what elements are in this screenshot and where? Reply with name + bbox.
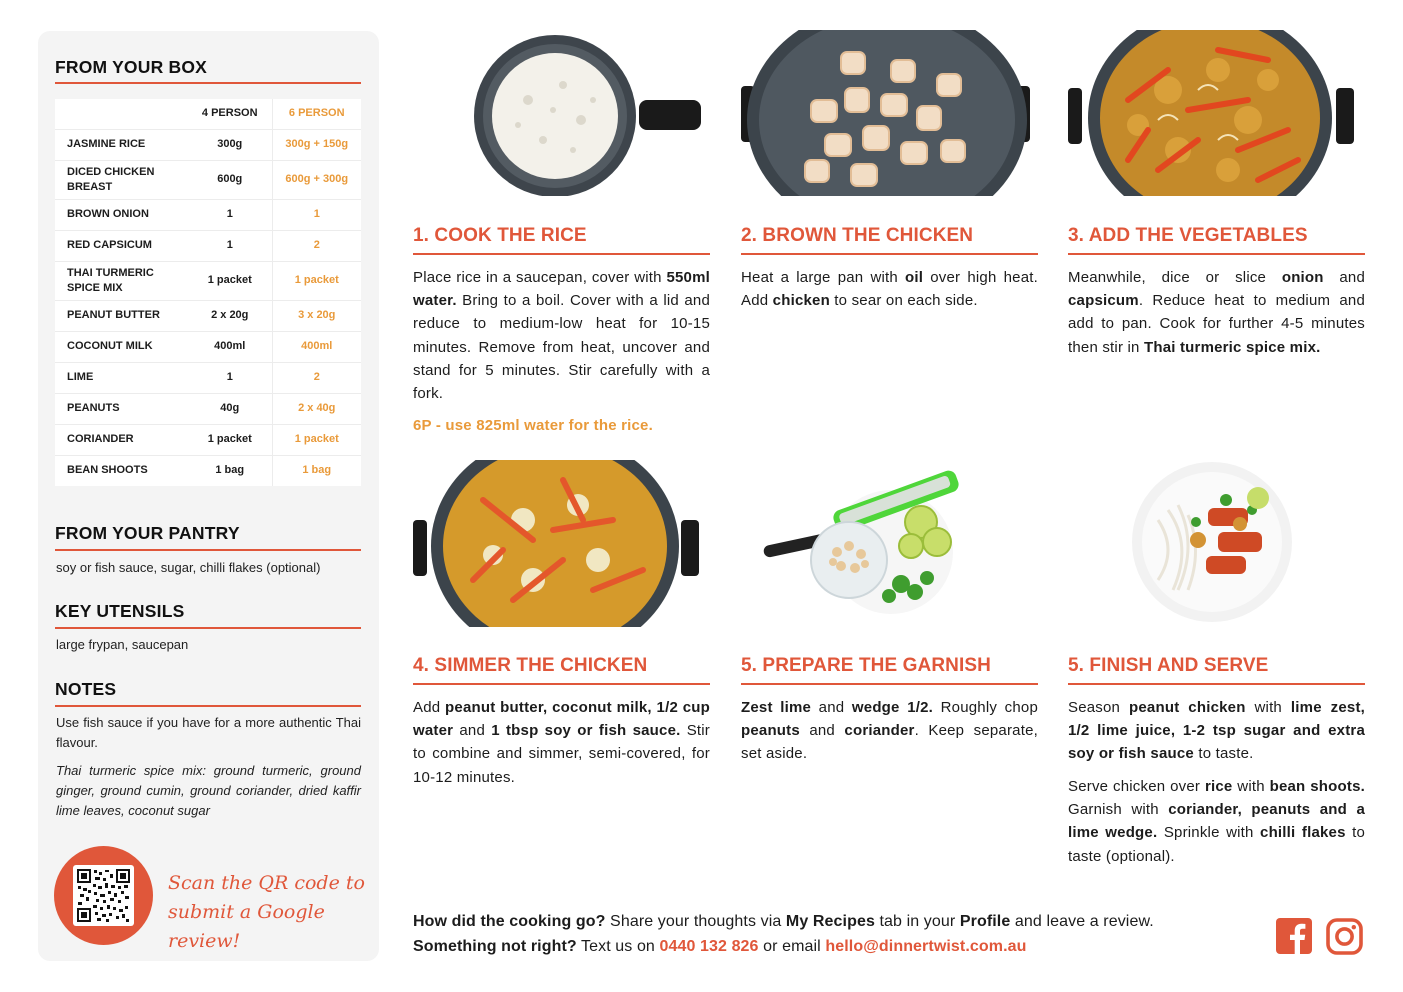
step-3-title: 3. ADD THE VEGETABLES <box>1068 225 1308 246</box>
step-5-text: Zest lime and wedge 1/2. Roughly chop peanuts and coriander. Keep separate, set aside. <box>741 699 1038 763</box>
step-3-text: Meanwhile, dice or slice onion and capsicum. Reduce heat to medium and add to pan. Cook for further 4-5 minutes then stir in Thai turmeric spice mix. <box>1068 269 1366 356</box>
ingredients-sidebar <box>38 31 379 961</box>
step-4-title: 4. SIMMER THE CHICKEN <box>413 655 648 676</box>
step-6-title: 5. FINISH AND SERVE <box>1068 655 1269 676</box>
vegetables-pan-photo <box>1068 30 1365 196</box>
step-4-text: Add peanut butter, coconut milk, 1/2 cup water and 1 tbsp soy or fish sauce. Stir to combine and simmer, semi-covered, for 10-12 minutes. <box>413 699 710 786</box>
table-row: CORIANDER 1 packet 1 packet <box>55 424 361 455</box>
footer-review-line: How did the cooking go? Share your thoughts via My Recipes tab in your Profile and leave a review. <box>413 913 1154 930</box>
step-1-rule <box>413 253 710 255</box>
step-6-rule <box>1068 683 1365 685</box>
pantry-rule <box>55 549 361 551</box>
table-row: LIME 1 2 <box>55 362 361 393</box>
notes-text: Use fish sauce if you have for a more authentic Thai flavour. <box>56 715 361 750</box>
utensils-text: large frypan, saucepan <box>56 637 189 652</box>
step-3-rule <box>1068 253 1365 255</box>
table-row: PEANUTS 40g 2 x 40g <box>55 393 361 424</box>
table-row: PEANUT BUTTER 2 x 20g 3 x 20g <box>55 300 361 331</box>
table-row: THAI TURMERIC SPICE MIX 1 packet 1 packet <box>55 261 361 300</box>
col-6-person: 6 PERSON <box>272 99 361 129</box>
utensils-rule <box>55 627 361 629</box>
step-4-rule <box>413 683 710 685</box>
table-row: DICED CHICKEN BREAST 600g 600g + 300g <box>55 160 361 199</box>
notes-rule <box>55 705 361 707</box>
phone-link[interactable]: 0440 132 826 <box>659 938 759 955</box>
email-link[interactable]: hello@dinnertwist.com.au <box>825 938 1027 955</box>
table-row: BEAN SHOOTS 1 bag 1 bag <box>55 455 361 486</box>
utensils-heading: KEY UTENSILS <box>55 601 185 621</box>
pantry-heading: FROM YOUR PANTRY <box>55 523 240 543</box>
step-6-text: Season peanut chicken with lime zest, 1/2 lime juice, 1-2 tsp sugar and extra soy or fish sauce to taste. <box>1068 699 1366 763</box>
footer-contact-line: Something not right? Text us on 0440 132 826 or email hello@dinnertwist.com.au <box>413 938 1027 955</box>
step-2-rule <box>741 253 1038 255</box>
notes-heading: NOTES <box>55 679 117 699</box>
step-1-title: 1. COOK THE RICE <box>413 225 587 246</box>
step-1-text: Place rice in a saucepan, cover with 550ml water. Bring to a boil. Cover with a lid and reduce to medium-low heat for 10-15 minutes. Remove from heat, uncover and stand for 5 minutes. Stir carefully with a fork. <box>413 269 710 403</box>
facebook-icon[interactable] <box>1276 918 1312 959</box>
served-bowl-photo <box>1068 460 1365 627</box>
box-heading: FROM YOUR BOX <box>55 57 208 77</box>
col-4-person: 4 PERSON <box>188 99 272 129</box>
step-6-serve-text: Serve chicken over rice with bean shoots. Garnish with coriander, peanuts and a lime wedge. Sprinkle with chilli flakes to taste (optional). <box>1068 778 1366 865</box>
simmer-pan-photo <box>413 460 710 627</box>
pantry-text: soy or fish sauce, sugar, chilli flakes (optional) <box>56 560 321 575</box>
qr-caption: Scan the QR code to submit a Google review! <box>168 872 365 952</box>
table-row: BROWN ONION 1 1 <box>55 199 361 230</box>
table-row: COCONUT MILK 400ml 400ml <box>55 331 361 362</box>
box-heading-rule <box>55 82 361 84</box>
instagram-icon[interactable] <box>1326 918 1363 960</box>
ingredients-table <box>55 99 361 486</box>
step-5-title: 5. PREPARE THE GARNISH <box>741 655 991 676</box>
step-2-title: 2. BROWN THE CHICKEN <box>741 225 974 246</box>
rice-pot-photo <box>413 30 710 196</box>
qr-badge[interactable] <box>54 846 153 945</box>
table-row: RED CAPSICUM 1 2 <box>55 230 361 261</box>
garnish-photo <box>741 460 1038 627</box>
table-header-row <box>55 99 361 129</box>
chicken-pan-photo <box>741 30 1038 196</box>
step-1-six-person-note: 6P - use 825ml water for the rice. <box>413 417 653 434</box>
table-row: JASMINE RICE 300g 300g + 150g <box>55 129 361 160</box>
step-2-text: Heat a large pan with oil over high heat. Add chicken to sear on each side. <box>741 269 1038 310</box>
spice-mix-note: Thai turmeric spice mix: ground turmeric, ground ginger, ground cumin, ground coriander, dried kaffir lime leaves, coconut sugar <box>56 763 361 818</box>
step-5-rule <box>741 683 1038 685</box>
qr-code-icon[interactable] <box>73 865 134 926</box>
